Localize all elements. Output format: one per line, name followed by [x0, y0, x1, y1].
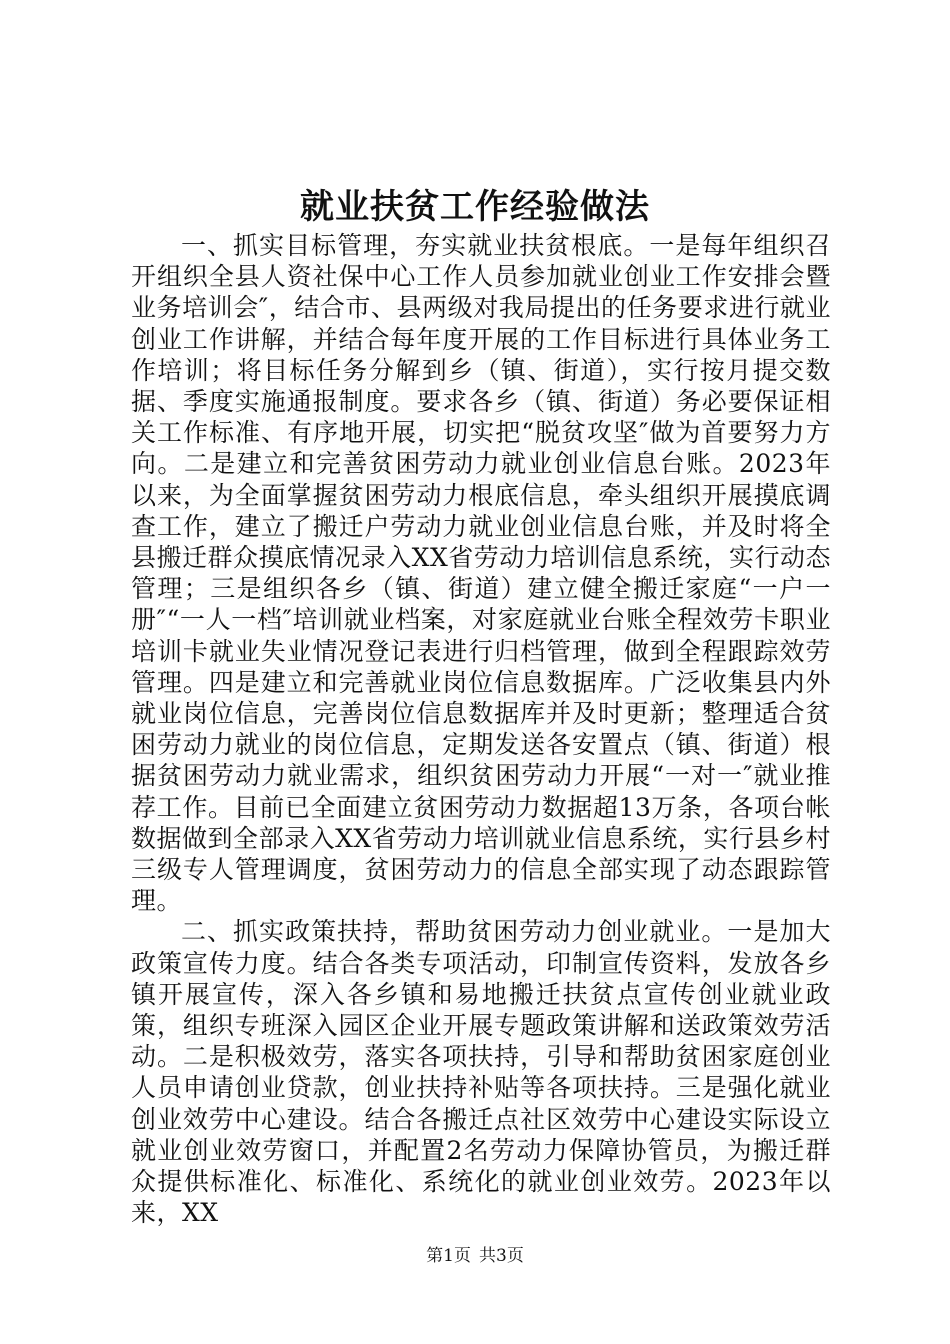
document-title: 就业扶贫工作经验做法	[300, 187, 650, 227]
paragraph-1: 一、抓实目标管理，夯实就业扶贫根底。一是每年组织召开组织全县人资社保中心工作人员参加就业创业工作安排会暨业务培训会″，结合市、县两级对我局提出的任务要求进行就业创业工作讲解，并结合每年度开展的工作目标进行具体业务工作培训；将目标任务分解到乡（镇、街道），实行按月提交数据、季度实施通报制度。要求各乡（镇、街道）务必要保证相关工作标准、有序地开展，切实把“脱贫攻坚″做为首要努力方向。二是建立和完善贫困劳动力就业创业信息台账。2023年以来，为全面掌握贫困劳动力根底信息，牵头组织开展摸底调查工作，建立了搬迁户劳动力就业创业信息台账，并及时将全县搬迁群众摸底情况录入XX省劳动力培训信息系统，实行动态管理；三是组织各乡（镇、街道）建立健全搬迁家庭“一户一册″“一人一档″培训就业档案，对家庭就业台账全程效劳卡职业培训卡就业失业情况登记表进行归档管理，做到全程跟踪效劳管理。四是建立和完善就业岗位信息数据库。广泛收集县内外就业岗位信息，完善岗位信息数据库并及时更新；整理适合贫困劳动力就业的岗位信息，定期发送各安置点（镇、街道）根据贫困劳动力就业需求，组织贫困劳动力开展“一对一″就业推荐工作。目前已全面建立贫困劳动力数据超13万条，各项台帐数据做到全部录入XX省劳动力培训就业信息系统，实行县乡村三级专人管理调度，贫困劳动力的信息全部实现了动态跟踪管理。	[131, 231, 831, 916]
document-body	[131, 230, 831, 1229]
paragraph-2: 二、抓实政策扶持，帮助贫困劳动力创业就业。一是加大政策宣传力度。结合各类专项活动，印制宣传资料，发放各乡镇开展宣传，深入各乡镇和易地搬迁扶贫点宣传创业就业政策，组织专班深入园区企业开展专题政策讲解和送政策效劳活动。二是积极效劳，落实各项扶持，引导和帮助贫困家庭创业人员申请创业贷款，创业扶持补贴等各项扶持。三是强化就业创业效劳中心建设。结合各搬迁点社区效劳中心建设实际设立就业创业效劳窗口，并配置2名劳动力保障协管员，为搬迁群众提供标准化、标准化、系统化的就业创业效劳。2023年以来，XX	[131, 917, 831, 1228]
page-total: 共3页	[479, 1246, 524, 1266]
page-footer	[0, 1244, 950, 1268]
page-number: 第1页	[426, 1246, 471, 1266]
